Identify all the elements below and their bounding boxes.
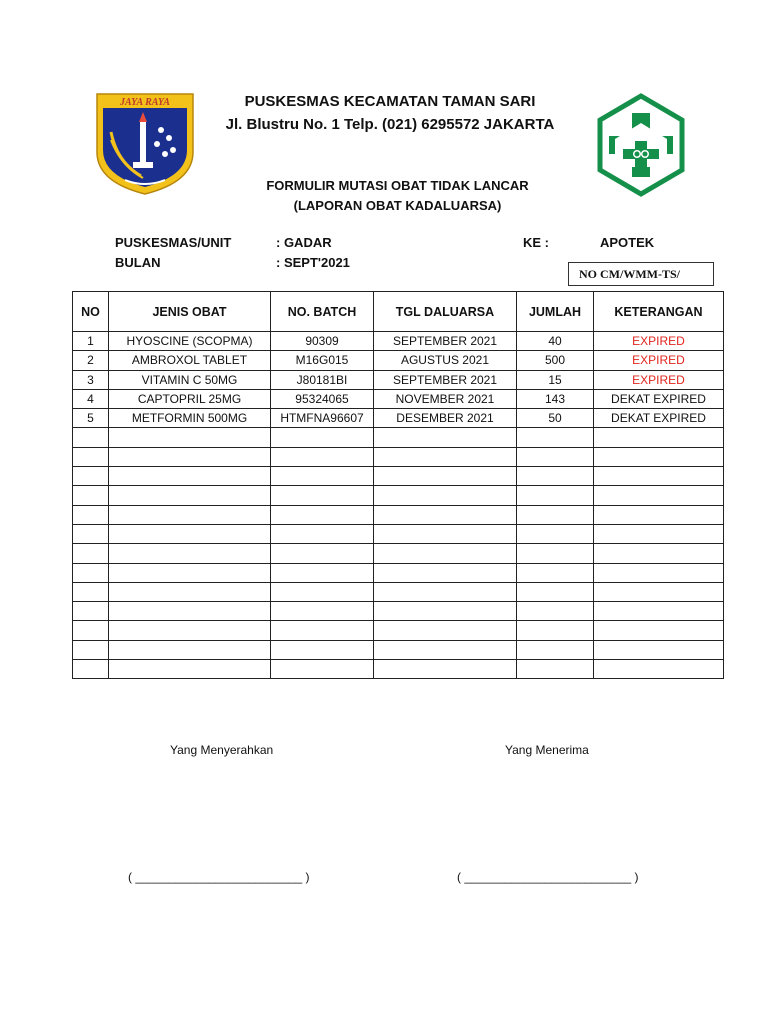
header-jenis-obat: JENIS OBAT [109, 292, 271, 332]
empty-cell [517, 563, 594, 582]
organization-name: PUSKESMAS KECAMATAN TAMAN SARI [244, 93, 536, 110]
cell-jumlah: 15 [517, 370, 594, 389]
empty-cell [374, 428, 517, 447]
cell-keterangan: EXPIRED [594, 332, 724, 351]
cell-tgl-daluarsa: SEPTEMBER 2021 [374, 370, 517, 389]
jakarta-emblem-logo [95, 92, 195, 196]
empty-cell [517, 602, 594, 621]
empty-table-row [73, 563, 724, 582]
empty-cell [594, 602, 724, 621]
empty-cell [594, 640, 724, 659]
cell-no: 4 [73, 389, 109, 408]
empty-cell [73, 505, 109, 524]
empty-table-row [73, 640, 724, 659]
empty-table-row [73, 582, 724, 601]
empty-cell [271, 582, 374, 601]
empty-cell [73, 428, 109, 447]
empty-cell [109, 582, 271, 601]
empty-cell [73, 486, 109, 505]
empty-cell [374, 621, 517, 640]
empty-cell [594, 582, 724, 601]
empty-cell [594, 563, 724, 582]
unit-value: : GADAR [276, 235, 332, 250]
table-row [73, 409, 724, 428]
recipient-label: KE : [523, 235, 549, 250]
receiver-signature-line: ( _________________________ ) [457, 870, 639, 884]
empty-cell [271, 602, 374, 621]
empty-table-row [73, 524, 724, 543]
giver-label: Yang Menyerahkan [170, 743, 274, 757]
cell-jumlah: 500 [517, 351, 594, 370]
empty-cell [517, 621, 594, 640]
cell-no-batch: M16G015 [271, 351, 374, 370]
empty-cell [73, 544, 109, 563]
empty-cell [374, 602, 517, 621]
cell-tgl-daluarsa: AGUSTUS 2021 [374, 351, 517, 370]
empty-cell [109, 660, 271, 679]
empty-cell [374, 467, 517, 486]
cell-jenis-obat: AMBROXOL TABLET [109, 351, 271, 370]
empty-cell [109, 544, 271, 563]
cell-keterangan: EXPIRED [594, 370, 724, 389]
empty-cell [271, 563, 374, 582]
empty-cell [374, 660, 517, 679]
empty-cell [109, 467, 271, 486]
empty-cell [109, 640, 271, 659]
empty-cell [374, 486, 517, 505]
table-row [73, 332, 724, 351]
empty-cell [271, 660, 374, 679]
cell-no: 5 [73, 409, 109, 428]
jakarta-emblem-text: JAYA RAYA [120, 97, 170, 108]
empty-cell [73, 660, 109, 679]
empty-cell [73, 602, 109, 621]
empty-table-row [73, 447, 724, 466]
table-row [73, 370, 724, 389]
empty-cell [73, 467, 109, 486]
empty-cell [109, 602, 271, 621]
empty-cell [594, 621, 724, 640]
empty-cell [73, 524, 109, 543]
medicine-table [72, 291, 724, 679]
empty-cell [374, 447, 517, 466]
header-jumlah: JUMLAH [517, 292, 594, 332]
header-keterangan: KETERANGAN [594, 292, 724, 332]
cell-tgl-daluarsa: DESEMBER 2021 [374, 409, 517, 428]
empty-cell [517, 467, 594, 486]
empty-cell [517, 640, 594, 659]
document-number-box: NO CM/WMM-TS/ [568, 262, 714, 286]
empty-cell [594, 505, 724, 524]
empty-cell [374, 640, 517, 659]
empty-cell [73, 640, 109, 659]
empty-cell [109, 428, 271, 447]
form-title-line-2: (LAPORAN OBAT KADALUARSA) [293, 198, 502, 213]
empty-cell [271, 447, 374, 466]
empty-table-row [73, 602, 724, 621]
empty-cell [594, 447, 724, 466]
cell-keterangan: DEKAT EXPIRED [594, 409, 724, 428]
cell-jumlah: 40 [517, 332, 594, 351]
form-title-line-1: FORMULIR MUTASI OBAT TIDAK LANCAR [266, 178, 529, 193]
cell-no: 1 [73, 332, 109, 351]
cell-jumlah: 50 [517, 409, 594, 428]
empty-table-row [73, 544, 724, 563]
empty-table-row [73, 660, 724, 679]
table-row [73, 389, 724, 408]
empty-cell [109, 563, 271, 582]
empty-rows-group [73, 428, 724, 679]
empty-cell [594, 660, 724, 679]
empty-cell [73, 582, 109, 601]
month-value: : SEPT'2021 [276, 255, 350, 270]
cell-tgl-daluarsa: SEPTEMBER 2021 [374, 332, 517, 351]
empty-cell [374, 563, 517, 582]
empty-cell [109, 486, 271, 505]
empty-cell [73, 563, 109, 582]
empty-table-row [73, 467, 724, 486]
empty-cell [271, 428, 374, 447]
receiver-label: Yang Menerima [505, 743, 589, 757]
empty-cell [109, 524, 271, 543]
table-header-row [73, 292, 724, 332]
cell-jumlah: 143 [517, 389, 594, 408]
empty-cell [374, 544, 517, 563]
empty-cell [374, 582, 517, 601]
puskesmas-health-logo [597, 93, 685, 197]
cell-jenis-obat: VITAMIN C 50MG [109, 370, 271, 389]
empty-cell [517, 486, 594, 505]
empty-cell [271, 524, 374, 543]
cell-jenis-obat: METFORMIN 500MG [109, 409, 271, 428]
empty-cell [73, 447, 109, 466]
cell-no: 3 [73, 370, 109, 389]
cell-keterangan: DEKAT EXPIRED [594, 389, 724, 408]
empty-table-row [73, 621, 724, 640]
organization-address: Jl. Blustru No. 1 Telp. (021) 6295572 JAKARTA [225, 116, 555, 133]
cell-no-batch: HTMFNA96607 [271, 409, 374, 428]
cell-jenis-obat: HYOSCINE (SCOPMA) [109, 332, 271, 351]
empty-cell [271, 544, 374, 563]
empty-cell [594, 486, 724, 505]
empty-cell [594, 467, 724, 486]
cell-no-batch: 95324065 [271, 389, 374, 408]
giver-signature-line: ( _________________________ ) [128, 870, 310, 884]
empty-table-row [73, 505, 724, 524]
recipient-value: APOTEK [600, 235, 655, 250]
empty-cell [109, 621, 271, 640]
cell-no-batch: J80181BI [271, 370, 374, 389]
empty-cell [594, 544, 724, 563]
empty-cell [517, 524, 594, 543]
unit-label: PUSKESMAS/UNIT [115, 235, 232, 250]
empty-cell [374, 505, 517, 524]
month-label: BULAN [115, 255, 161, 270]
empty-cell [517, 428, 594, 447]
empty-table-row [73, 428, 724, 447]
empty-cell [517, 544, 594, 563]
empty-cell [271, 640, 374, 659]
empty-cell [594, 524, 724, 543]
empty-table-row [73, 486, 724, 505]
empty-cell [271, 467, 374, 486]
header-no-batch: NO. BATCH [271, 292, 374, 332]
empty-cell [517, 582, 594, 601]
empty-cell [517, 447, 594, 466]
table-row [73, 351, 724, 370]
empty-cell [517, 505, 594, 524]
form-title [200, 176, 595, 216]
cell-tgl-daluarsa: NOVEMBER 2021 [374, 389, 517, 408]
cell-no: 2 [73, 351, 109, 370]
empty-cell [109, 505, 271, 524]
empty-cell [271, 621, 374, 640]
empty-cell [271, 486, 374, 505]
empty-cell [594, 428, 724, 447]
header-tgl-daluarsa: TGL DALUARSA [374, 292, 517, 332]
empty-cell [517, 660, 594, 679]
empty-cell [73, 621, 109, 640]
cell-no-batch: 90309 [271, 332, 374, 351]
cell-jenis-obat: CAPTOPRIL 25MG [109, 389, 271, 408]
header-no: NO [73, 292, 109, 332]
empty-cell [271, 505, 374, 524]
cell-keterangan: EXPIRED [594, 351, 724, 370]
empty-cell [109, 447, 271, 466]
empty-cell [374, 524, 517, 543]
